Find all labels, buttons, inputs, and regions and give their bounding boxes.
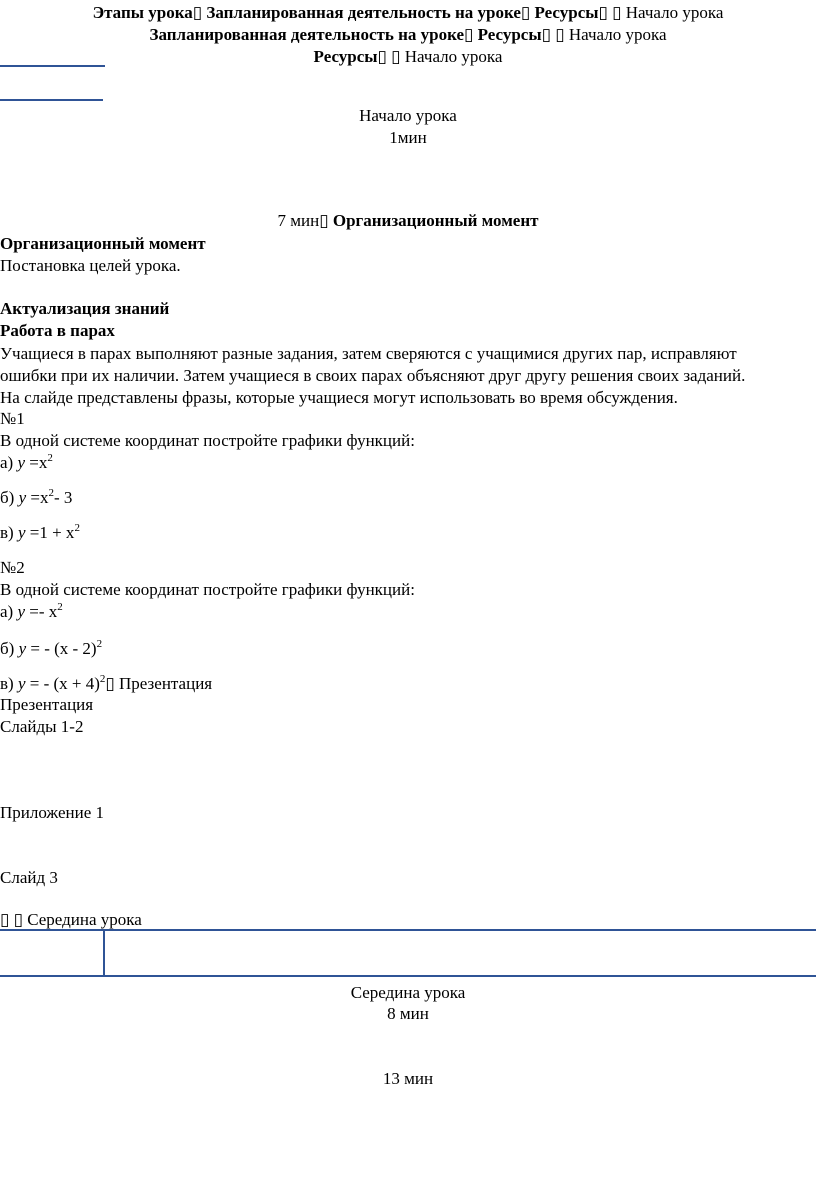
task2-item-a (0, 602, 63, 622)
header-line-3-normal: Начало урока (404, 47, 503, 66)
actual-line-2: ошибки при их наличии. Затем учащиеся в своих парах объясняют друг другу решения своих заданий. (0, 366, 746, 385)
stage1-time: 7 мин▯ (277, 211, 329, 230)
middle-time2: 13 мин (382, 1069, 434, 1088)
task2-item-b (0, 639, 102, 659)
task1-prompt: В одной системе координат постройте графики функций: (0, 431, 415, 450)
table-rule-short-2 (0, 99, 103, 101)
task2-prompt: В одной системе координат постройте графики функций: (0, 580, 415, 599)
task1-item-a (0, 453, 53, 473)
header-line-3-bold: Ресурсы▯ ▯ (313, 47, 401, 66)
item-eq: =- x (25, 602, 58, 621)
start-duration: 1мин (389, 128, 427, 147)
item-label: в) (0, 674, 18, 693)
stage1-line (0, 211, 816, 231)
item-eq: =1 + x (25, 523, 75, 542)
item-var: y (17, 674, 26, 693)
org-title: Организационный момент (0, 234, 206, 253)
task1-item-c (0, 523, 80, 543)
actual-title: Актуализация знаний (0, 299, 170, 318)
stage1-title: Организационный момент (332, 211, 539, 230)
item-var: y (17, 453, 26, 472)
item-eq: = - (x - 2) (26, 639, 97, 658)
item-label: а) (0, 453, 18, 472)
item-label: б) (0, 639, 19, 658)
item-label: в) (0, 523, 18, 542)
item-tail: - 3 (53, 488, 73, 507)
item-tail: ▯ Презентация (105, 674, 213, 693)
header-line-1-normal: Начало урока (625, 3, 724, 22)
item-exp: 2 (74, 522, 80, 534)
resource-slide3: Слайд 3 (0, 868, 58, 887)
item-exp: 2 (57, 601, 63, 613)
resource-presentation: Презентация (0, 695, 94, 714)
item-exp: 2 (48, 487, 54, 499)
header-line-2-bold: Запланированная деятельность на уроке▯ Ресурсы▯ ▯ (149, 25, 565, 44)
item-exp: 2 (47, 452, 53, 464)
item-eq: =x (25, 453, 48, 472)
table-rule-top (0, 929, 816, 931)
resource-slides: Слайды 1-2 (0, 717, 84, 736)
item-var: y (18, 639, 27, 658)
table-rule-vertical (103, 929, 105, 977)
task1-number: №1 (0, 409, 25, 428)
item-label: б) (0, 488, 19, 507)
middle-marker: ▯ ▯ Середина урока (0, 910, 142, 929)
item-var: y (17, 602, 26, 621)
start-title: Начало урока (359, 106, 457, 125)
item-exp: 2 (96, 638, 103, 650)
header-line-1 (0, 3, 816, 23)
middle-duration: 8 мин (387, 1004, 429, 1023)
header-line-1-bold: Этапы урока▯ Запланированная деятельность на уроке▯ Ресурсы▯ ▯ (92, 3, 622, 22)
item-var: y (17, 523, 26, 542)
table-rule-bottom (0, 975, 816, 977)
table-rule-short-1 (0, 65, 105, 67)
item-exp: 2 (99, 673, 106, 685)
actual-subtitle: Работа в парах (0, 321, 115, 340)
org-text: Постановка целей урока. (0, 256, 181, 275)
item-var: y (18, 488, 27, 507)
header-line-2 (0, 25, 816, 45)
task2-number: №2 (0, 558, 25, 577)
task1-item-b (0, 488, 72, 508)
item-eq: = - (x + 4) (25, 674, 100, 693)
actual-line-1: Учащиеся в парах выполняют разные задания, затем сверяются с учащимися других пар, исправляют (0, 344, 737, 363)
item-eq: =x (26, 488, 49, 507)
actual-line-3: На слайде представлены фразы, которые учащиеся могут использовать во время обсуждения. (0, 388, 678, 407)
task2-item-c (0, 674, 212, 694)
header-line-2-normal: Начало урока (568, 25, 667, 44)
item-label: а) (0, 602, 18, 621)
resource-appendix: Приложение 1 (0, 803, 104, 822)
middle-title: Середина урока (350, 983, 466, 1002)
header-line-3 (0, 47, 816, 67)
